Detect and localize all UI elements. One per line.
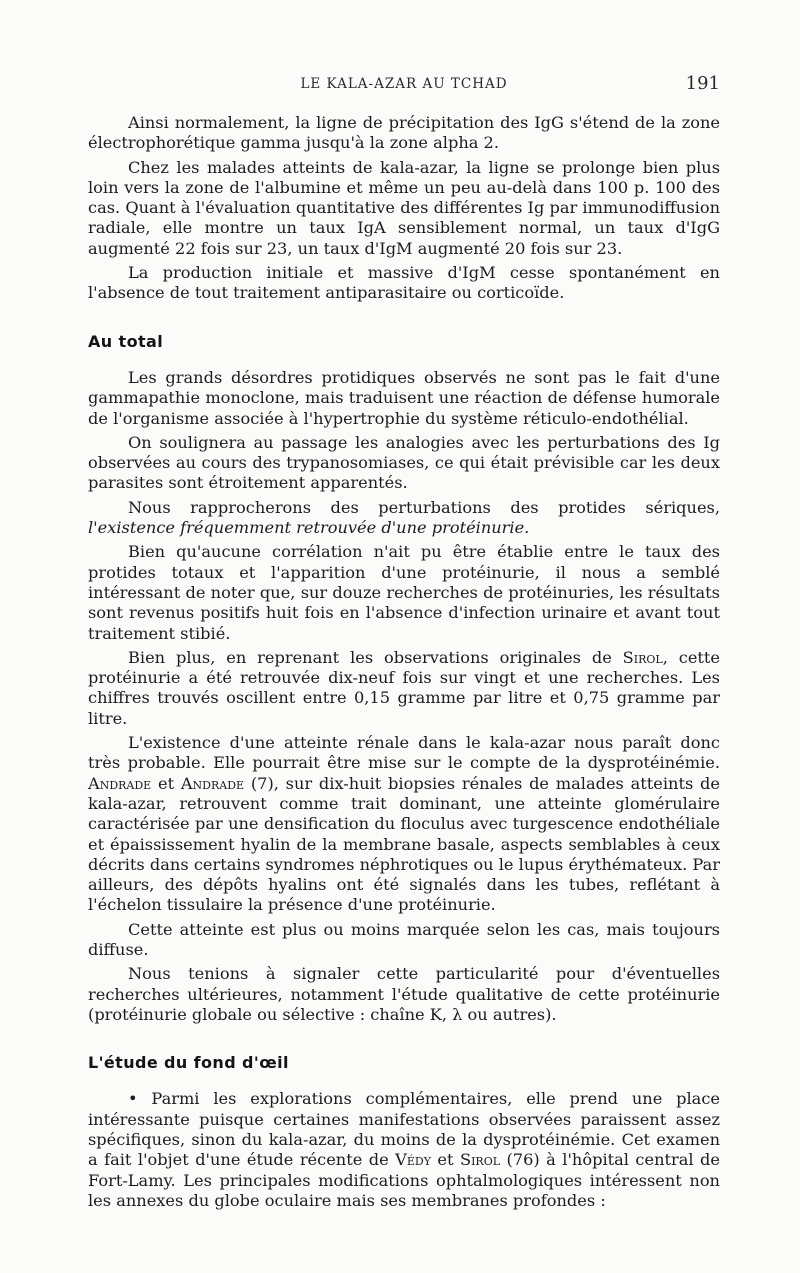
paragraph: Chez les malades atteints de kala-azar, la ligne se prolonge bien plus loin vers la zone de l'albumine et même un peu au-delà dans 100 p. 100 des cas. Quant à l'évaluation quantitative des différentes Ig par immunodiffusion radiale, elle montre un taux IgA sensiblement normal, un taux d'IgG augmenté 22 fois sur 23, un taux d'IgM augmenté 20 fois sur 23. [88, 157, 720, 258]
page-number: 191 [685, 73, 720, 94]
text-run: et [151, 773, 181, 793]
paragraph [88, 498, 720, 539]
running-head [88, 73, 720, 95]
text-run: Nous rapprocherons des perturbations des protides sériques, [128, 497, 720, 517]
text-run: , cette protéinurie a été retrouvée dix-neuf fois sur vingt et une recherches. Les chiffres trouvés oscillent entre 0,15 gramme par litre et 0,75 gramme par litre. [88, 647, 720, 728]
text-run: (76) à l'hôpital central de Fort-Lamy. Les principales modifications ophtalmologiques intéressent non les annexes du globe oculaire mais ses membranes profondes : [88, 1150, 720, 1210]
author-name: Andrade [88, 773, 152, 793]
paragraph [88, 733, 720, 916]
running-title: LE KALA-AZAR AU TCHAD [300, 76, 508, 92]
author-name: Andrade [180, 773, 245, 793]
author-name: Védy [395, 1150, 431, 1170]
bullet-icon: • [128, 1089, 138, 1109]
paragraph: Bien qu'aucune corrélation n'ait pu être établie entre le taux des protides totaux et l'apparition d'une protéinurie, il nous a semblé intéressant de noter que, sur douze recherches de protéinuries, les résultats sont revenus positifs huit fois en l'absence d'infection urinaire et avant tout traitement stibié. [88, 542, 720, 643]
paragraph: La production initiale et massive d'IgM cesse spontanément en l'absence de tout traitement antiparasitaire ou corticoïde. [88, 263, 720, 303]
section-heading-fond-oeil: L'étude du fond d'œil [88, 1053, 289, 1073]
body-text [88, 113, 720, 1215]
paragraph: Ainsi normalement, la ligne de précipitation des IgG s'étend de la zone électrophorétique gamma jusqu'à la zone alpha 2. [88, 113, 720, 153]
text-run: et [430, 1150, 460, 1170]
section-heading-au-total: Au total [88, 331, 164, 351]
paragraph [88, 1089, 720, 1211]
author-name: Sirol [459, 1150, 501, 1170]
paragraph: Les grands désordres protidiques observés ne sont pas le fait d'une gammapathie monoclone, mais traduisent une réaction de défense humorale de l'organisme associée à l'hypertrophie du système réticulo-endothélial. [88, 367, 720, 428]
text-run: Bien plus, en reprenant les observations originales de [128, 647, 623, 667]
text-run: L'existence d'une atteinte rénale dans le kala-azar nous paraît donc très probable. Elle pourrait être mise sur le compte de la dysprotéinémie. [88, 733, 720, 773]
author-name: Sirol [622, 647, 663, 667]
paragraph: On soulignera au passage les analogies avec les perturbations des Ig observées au cours des trypanosomiases, ce qui était prévisible car les deux parasites sont étroitement apparentés. [88, 432, 720, 493]
italic-phrase: l'existence fréquemment retrouvée d'une protéinurie. [88, 518, 530, 538]
paragraph: Nous tenions à signaler cette particularité pour d'éventuelles recherches ultérieures, notamment l'étude qualitative de cette protéinurie (protéinurie globale ou sélective : chaîne K, λ ou autres). [88, 964, 720, 1024]
paragraph [88, 648, 720, 729]
text-run: Parmi les explorations complémentaires, elle prend une place intéressante puisque certaines manifestations observées paraissent assez spécifiques, sinon du kala-azar, du moins de la dysprotéinémie. Cet examen a fait l'objet d'une étude récente de [88, 1089, 720, 1170]
paragraph: Cette atteinte est plus ou moins marquée selon les cas, mais toujours diffuse. [88, 919, 720, 959]
text-run: (7), sur dix-huit biopsies rénales de malades atteints de kala-azar, retrouvent comme trait dominant, une atteinte glomérulaire caractérisée par une densification du floculus avec turgescence endothéliale et épaississement hyalin de la membrane basale, aspects semblables à ceux décrits dans certains syndromes néphrotiques ou le lupus érythémateux. Par ailleurs, des dépôts hyalins ont été signalés dans les tubes, reflétant à l'échelon tissulaire la présence d'une protéinurie. [88, 773, 720, 915]
